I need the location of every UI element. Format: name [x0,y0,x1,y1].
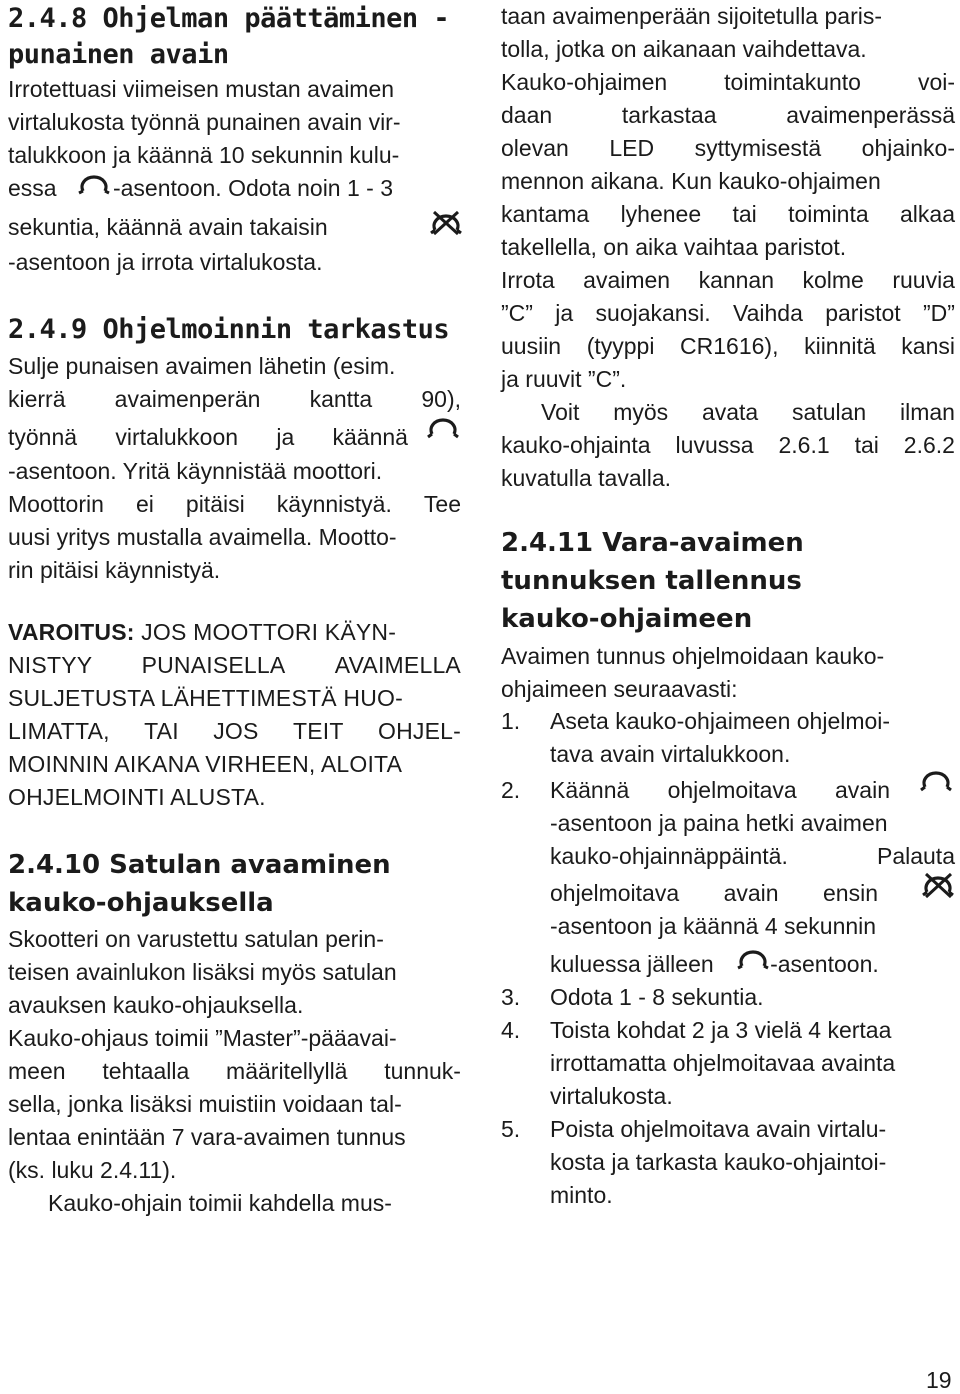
list-number: 2. [501,777,521,803]
text-line: MOINNIN AIKANA VIRHEEN, ALOITA [8,751,403,777]
text-word: lyhenee [620,201,702,227]
text-word: kiinnitä [804,333,876,359]
text-word: Tee [423,491,461,517]
text-word: kansi [901,333,955,359]
text-word: AVAIMELLA [334,652,461,678]
text-line: -asentoon ja paina hetki avaimen [550,810,888,836]
text-line [501,66,955,98]
text-word: ”C” [501,300,533,326]
text-line [541,396,955,428]
text-line: tava avain virtalukkoon. [550,741,791,767]
text-word: OHJEL- [378,718,461,744]
text-line: takellella, on aika vaihtaa paristot. [501,234,847,260]
text-line: (ks. luku 2.4.11). [8,1157,177,1183]
text-word: CR1616), [680,333,779,359]
text-line: ohjaimeen seuraavasti: [501,676,738,702]
text-line: -asentoon. Yritä käynnistää moottori. [8,458,383,484]
text-word: daan [501,102,553,128]
text-word: sekuntia, käännä avain takaisin [8,214,328,240]
text-word: Voit [541,399,580,425]
text-line: virtalukosta työnnä punainen avain vir- [8,109,401,135]
text-line: virtalukosta. [550,1083,673,1109]
text-word: olevan [501,135,569,161]
text-line [501,132,955,164]
heading-line: kauko-ohjauksella [8,888,274,918]
key-on-icon [918,766,954,794]
text-word: pitäisi [185,491,245,517]
text-line [8,616,396,648]
heading-line: kauko-ohjaimeen [501,604,753,634]
text-line [8,383,461,415]
key-off-icon [920,870,958,900]
text-word: Moottorin [8,491,104,517]
heading-line: 2.4.11 Vara-avaimen [501,528,804,558]
list-number: 5. [501,1116,521,1142]
key-off-icon [428,208,464,238]
text-word: avain [723,880,779,906]
text-line: kosta ja tarkasta kauko-ohjaintoi- [550,1149,887,1175]
text-word: virtalukkoon [115,424,239,450]
text-line: talukkoon ja käännä 10 sekunnin kulu- [8,142,400,168]
text-line: minto. [550,1182,613,1208]
heading-line: 2.4.8 Ohjelman päättäminen - [8,3,450,34]
heading-line: punainen avain [8,39,229,70]
text-word: PUNAISELLA [141,652,286,678]
text-word: (tyyppi [586,333,655,359]
text-word: essa [8,175,57,201]
text-line [550,948,879,980]
text-word: 2.6.1 [778,432,830,458]
text-line [501,99,955,131]
key-on-icon [77,171,111,197]
text-line: taan avaimenperään sijoitetulla paris- [501,3,882,29]
key-on-icon [426,413,460,441]
text-word: kierrä [8,386,66,412]
text-line [8,715,461,747]
text-word: ja [555,300,574,326]
text-line [501,429,955,461]
text-line: kuvatulla tavalla. [501,465,672,491]
text-word: LIMATTA, [8,718,110,744]
text-word: ”D” [923,300,955,326]
text-line: sella, jonka lisäksi muistiin voidaan tal- [8,1091,402,1117]
heading-line: 2.4.10 Satulan avaaminen [8,850,391,880]
text-line: Toista kohdat 2 ja 3 vielä 4 kertaa [550,1017,892,1043]
text-line: Avaimen tunnus ohjelmoidaan kauko- [501,643,885,669]
text-word: luvussa [675,432,754,458]
text-word: käynnistyä. [276,491,392,517]
text-word: uusiin [501,333,562,359]
text-line [550,877,878,909]
text-line [501,264,955,296]
text-word: syttymisestä [694,135,822,161]
text-word: Irrota [501,267,555,293]
text-line: uusi yritys mustalla avaimella. Mootto- [8,524,397,550]
list-number: 1. [501,708,521,734]
text-line [8,1055,461,1087]
text-word: paristot [825,300,901,326]
text-word: suojakansi. [595,300,711,326]
list-number: 3. [501,984,521,1010]
text-line [501,198,955,230]
text-line: Aseta kauko-ohjaimeen ohjelmoi- [550,708,891,734]
text-word: avaimenperässä [786,102,955,128]
text-word: -asentoon. Odota noin 1 - 3 [112,175,394,201]
text-word: käännä [332,424,408,450]
text-word: TAI [144,718,179,744]
text-word: ei [135,491,154,517]
text-line: Sulje punaisen avaimen lähetin (esim. [8,353,396,379]
text-word: JOS [213,718,259,744]
text-word: toiminta [788,201,869,227]
text-word: Palauta [876,843,955,869]
text-line: tolla, jotka on aikanaan vaihdettava. [501,36,867,62]
text-line [501,330,955,362]
text-word: kolme [802,267,864,293]
text-word: alkaa [900,201,955,227]
text-line: -asentoon ja irrota virtalukosta. [8,249,323,275]
text-word: ohjainko- [861,135,955,161]
text-line [8,421,408,453]
text-word: TEIT [292,718,344,744]
text-line [501,297,955,329]
text-word: tarkastaa [621,102,717,128]
text-word: Kauko-ohjaimen [501,69,668,95]
text-word: 90), [421,386,461,412]
text-line: avauksen kauko-ohjauksella. [8,992,304,1018]
text-word: tai [732,201,757,227]
text-word: tunnuk- [384,1058,461,1084]
text-word: määritellyllä [226,1058,348,1084]
text-word: myös [613,399,669,425]
text-word: avata [701,399,759,425]
text-word: -asentoon. [770,951,879,977]
text-word: avaimenperän [114,386,261,412]
text-word: kauko-ohjainta [501,432,651,458]
text-word: ilman [900,399,955,425]
text-line: ja ruuvit ”C”. [501,366,627,392]
text-word: ohjelmoitava [667,777,797,803]
text-word: ruuvia [892,267,955,293]
list-number: 4. [501,1017,521,1043]
text-line [8,211,328,243]
key-on-icon [736,946,770,972]
text-word: Vaihda [732,300,803,326]
text-word: JOS MOOTTORI KÄYN- [134,619,397,645]
text-line: -asentoon ja käännä 4 sekunnin [550,913,877,939]
page-number: 19 [926,1367,952,1393]
text-word: ensin [823,880,878,906]
text-line [8,488,461,520]
text-line: Skootteri on varustettu satulan perin- [8,926,384,952]
text-word: LED [609,135,655,161]
text-word: Käännä [550,777,630,803]
text-word: ohjelmoitava [550,880,680,906]
text-line: OHJELMOINTI ALUSTA. [8,784,266,810]
text-word: tai [854,432,879,458]
text-word: ja [276,424,295,450]
text-word: tehtaalla [102,1058,190,1084]
text-line: mennon aikana. Kun kauko-ohjaimen [501,168,881,194]
text-word: NISTYY [8,652,93,678]
text-word: kannan [698,267,775,293]
text-line: Kauko-ohjaus toimii ”Master”-pääavai- [8,1025,397,1051]
text-word: 2.6.2 [903,432,955,458]
text-word: avaimen [583,267,671,293]
text-line: irrottamatta ohjelmoitavaa avainta [550,1050,896,1076]
text-line [8,172,393,204]
heading-2-4-9: 2.4.9 Ohjelmoinnin tarkastus [8,314,450,345]
text-word: kauko-ohjainnäppäintä. [550,843,788,869]
text-word: toimintakunto [724,69,861,95]
text-line: Irrotettuasi viimeisen mustan avaimen [8,76,395,102]
text-line: Kauko-ohjain toimii kahdella mus- [48,1190,392,1216]
text-word: satulan [792,399,867,425]
text-line: Poista ohjelmoitava avain virtalu- [550,1116,887,1142]
text-word: työnnä [8,424,78,450]
text-word: kantama [501,201,590,227]
text-line [550,840,955,872]
text-line: Odota 1 - 8 sekuntia. [550,984,764,1010]
text-line [550,774,890,806]
text-line: lentaa enintään 7 vara-avaimen tunnus [8,1124,406,1150]
heading-line: tunnuksen tallennus [501,566,802,596]
text-word: meen [8,1058,66,1084]
text-word: avain [835,777,890,803]
text-word: kuluessa jälleen [550,951,714,977]
text-line: rin pitäisi käynnistyä. [8,557,221,583]
warning-label: VAROITUS: [8,619,135,645]
text-word: kantta [309,386,373,412]
text-line: SULJETUSTA LÄHETTIMESTÄ HUO- [8,685,403,711]
text-line [8,649,461,681]
text-word: voi- [917,69,955,95]
text-line: teisen avainlukon lisäksi myös satulan [8,959,397,985]
